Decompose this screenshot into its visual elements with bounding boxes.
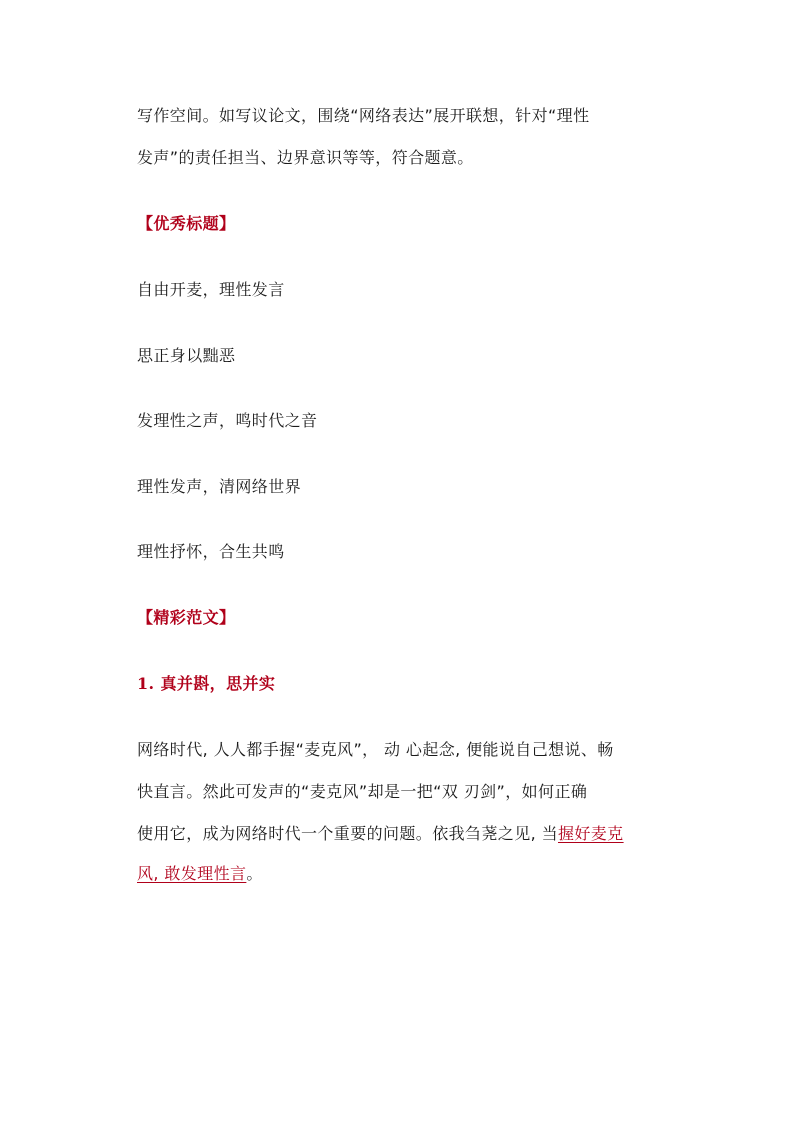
highlight-link[interactable]: 风, 敢发理性言 — [137, 864, 247, 883]
highlight-link[interactable]: 握好麦克 — [557, 824, 624, 843]
title-item: 自由开麦，理性发言 — [137, 280, 285, 299]
essay-paragraph-line: 快直言。然此可发声的“麦克风”却是一把“双 刃剑”，如何正确 — [137, 782, 588, 801]
title-item: 理性抒怀，合生共鸣 — [137, 542, 285, 561]
title-item: 理性发声，清网络世界 — [137, 477, 302, 496]
essay-text: 使用它，成为网络时代一个重要的问题。依我刍荛之见, 当 — [137, 824, 558, 843]
essay-paragraph-line: 网络时代, 人人都手握“麦克风”， 动 心起念, 便能说自己想说、畅 — [137, 740, 614, 759]
title-item: 发理性之声，鸣时代之音 — [137, 411, 318, 430]
essay-subtitle: 1. 真并斟，思并实 — [137, 674, 276, 693]
essay-paragraph-line — [137, 864, 263, 884]
section-heading-titles: 【优秀标题】 — [137, 214, 236, 233]
intro-line-1: 写作空间。如写议论文，围绕“网络表达”展开联想，针对“理性 — [137, 106, 590, 125]
section-heading-essay: 【精彩范文】 — [137, 608, 236, 627]
intro-line-2: 发声”的责任担当、边界意识等等，符合题意。 — [137, 148, 474, 167]
essay-paragraph-line — [137, 824, 624, 844]
title-item: 思正身以黜恶 — [137, 346, 236, 365]
essay-text: 。 — [246, 864, 263, 883]
